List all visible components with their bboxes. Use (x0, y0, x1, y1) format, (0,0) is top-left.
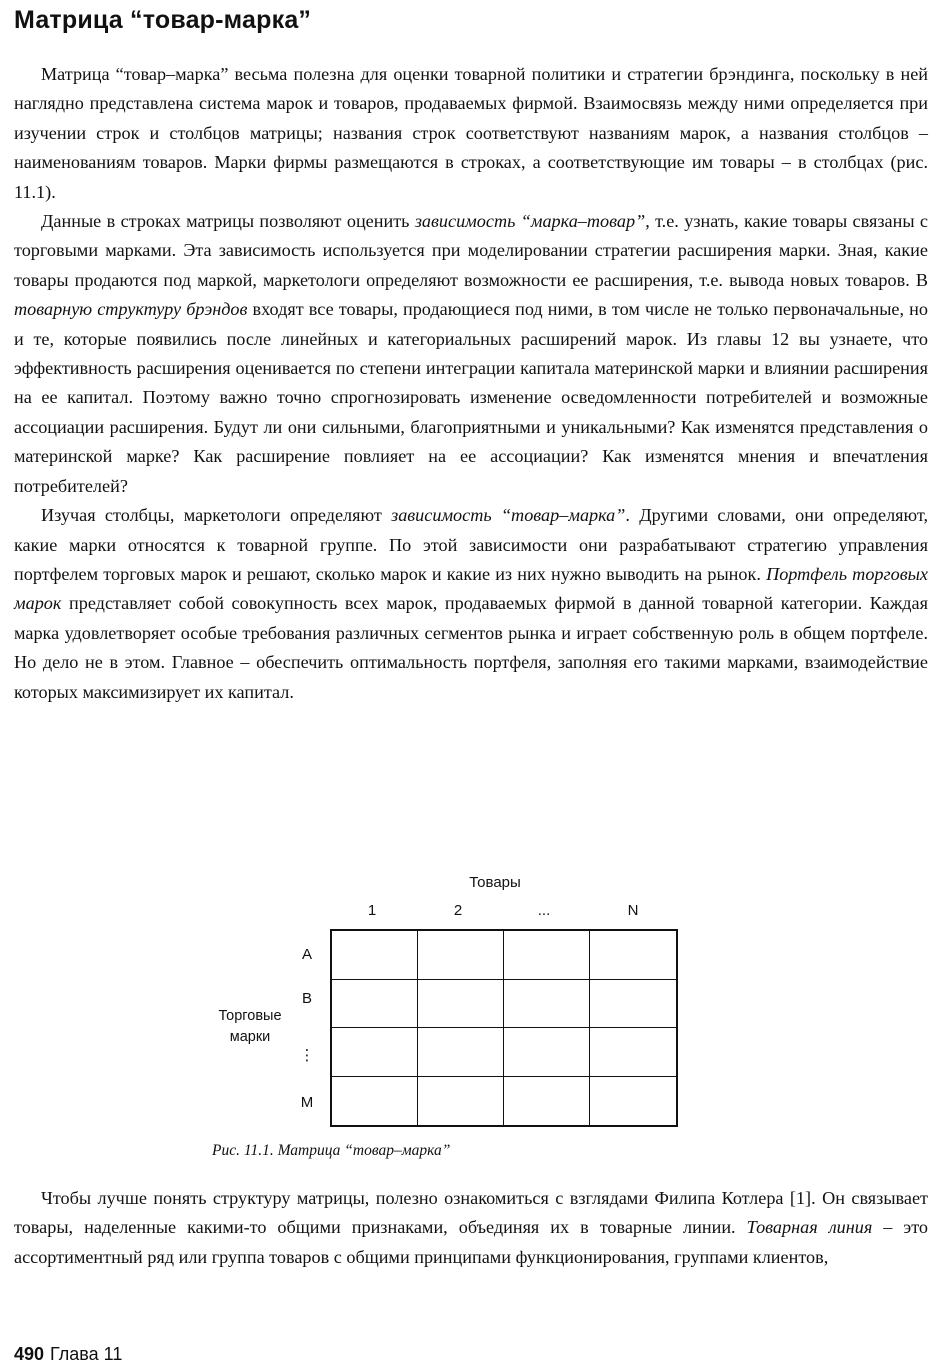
text-run: . Другими словами, они определяют, какие марки относятся к товарной группе. По этой зависимости они разрабатывают стратегию управления портфелем торговых марок и решают, сколько марок и какие из них нужно выводить на рынок. (14, 505, 929, 584)
figure-column-label: N (627, 902, 639, 919)
page-footer (14, 1344, 122, 1365)
matrix-cell (332, 931, 418, 980)
figure-rows-title-line: Торговые (218, 1008, 282, 1024)
matrix-cell (418, 1077, 504, 1126)
text-run: , т.е. узнать, какие товары связаны с торговыми марками. Эта зависимость используется при моделировании стратегии расширения марки. Зная, какие товары продаются под маркой, маркетологи определяют возможности ее расширения, т.е. вывода новых товаров. В (14, 211, 928, 290)
matrix-cell (590, 931, 676, 980)
matrix-cell (504, 1028, 590, 1077)
product-brand-matrix (330, 929, 678, 1127)
text-run: Изучая столбцы, маркетологи определяют (41, 505, 392, 526)
text-run: Чтобы лучше понять структуру матрицы, полезно ознакомиться с взглядами Филипа Котлера [1]. Он связывает товары, наделенные какими-то общими признаками, объединяя их в товарные линии. (14, 1188, 928, 1238)
matrix-cell (332, 980, 418, 1029)
figure-caption: Рис. 11.1. Матрица “товар–марка” (212, 1142, 451, 1159)
text-run: Матрица “товар–марка” весьма полезна для оценки товарной политики и стратегии брэндинга, поскольку в ней наглядно представлена система марок и товаров, продаваемых фирмой. Взаимосвязь между ними определяется при изучении строк и столбцов матрицы; названия строк соответствуют названиям марок, а названия столбцов – наименованиям товаров. Марки фирмы размещаются в строках, а соответствующие им товары – в столбцах (рис. 11.1). (14, 64, 928, 202)
chapter-label: Глава 11 (50, 1344, 123, 1364)
page-number: 490 (14, 1344, 45, 1364)
matrix-cell (418, 931, 504, 980)
figure-column-label: 1 (367, 902, 377, 919)
matrix-cell (590, 1028, 676, 1077)
matrix-cell (590, 980, 676, 1029)
figure-row-label: ⋮ (299, 1047, 315, 1064)
paragraph (14, 60, 928, 207)
emphasized-term: товарную структуру брэндов (14, 299, 248, 320)
matrix-cell (332, 1028, 418, 1077)
matrix-cell (504, 1077, 590, 1126)
figure-column-label: 2 (453, 902, 463, 919)
text-run: – это ассортиментный ряд или группа товаров с общими принципами функционирования, группами клиентов, (14, 1217, 928, 1267)
text-run: Данные в строках матрицы позволяют оценить (41, 211, 415, 232)
paragraph (14, 207, 928, 501)
continuation-text (14, 1184, 928, 1272)
figure-columns-title: Товары (469, 874, 521, 891)
matrix-cell (504, 980, 590, 1029)
page-title: Матрица “товар-марка” (14, 6, 312, 34)
figure-row-label: B (301, 990, 312, 1007)
matrix-cell (504, 931, 590, 980)
text-run: входят все товары, продающиеся под ними, в том числе не только первоначальные, но и те, которые появились после линейных и категориальных расширений марок. Из главы 12 вы узнаете, что эффективность расширения оценивается по степени интеграции капитала материнской марки и влиянии расширения на ее капитал. Поэтому важно точно спрогнозировать изменение осведомленности потребителей и возможные ассоциации расширения. Будут ли они сильными, благоприятными и уникальными? Как изменятся представления о материнской марке? Как расширение повлияет на ее ассоциации? Как изменятся мнения и впечатления потребителей? (14, 299, 928, 496)
matrix-cell (418, 980, 504, 1029)
figure-rows-title-line: марки (229, 1029, 271, 1045)
emphasized-term: зависимость “товар–марка” (391, 505, 626, 526)
matrix-cell (418, 1028, 504, 1077)
emphasized-term: Товарная линия (746, 1217, 873, 1238)
matrix-cell (332, 1077, 418, 1126)
emphasized-term: Портфель торговых марок (14, 563, 928, 614)
figure-rows-title (205, 1006, 295, 1048)
matrix-cell (590, 1077, 676, 1126)
figure-column-label: ... (537, 902, 551, 919)
emphasized-term: зависимость “марка–товар” (414, 211, 646, 232)
paragraph (14, 501, 928, 707)
figure-row-label: M (300, 1094, 314, 1111)
figure-row-label: A (301, 946, 312, 963)
text-run: представляет собой совокупность всех марок, продаваемых фирмой в данной товарной категории. Каждая марка удовлетворяет особые требования различных сегментов рынка и играет собственную роль в общем портфеле. Но дело не в этом. Главное – обеспечить оптимальность портфеля, заполняя его такими марками, взаимодействие которых максимизирует их капитал. (14, 593, 928, 702)
main-text (14, 60, 928, 707)
paragraph (14, 1184, 928, 1272)
